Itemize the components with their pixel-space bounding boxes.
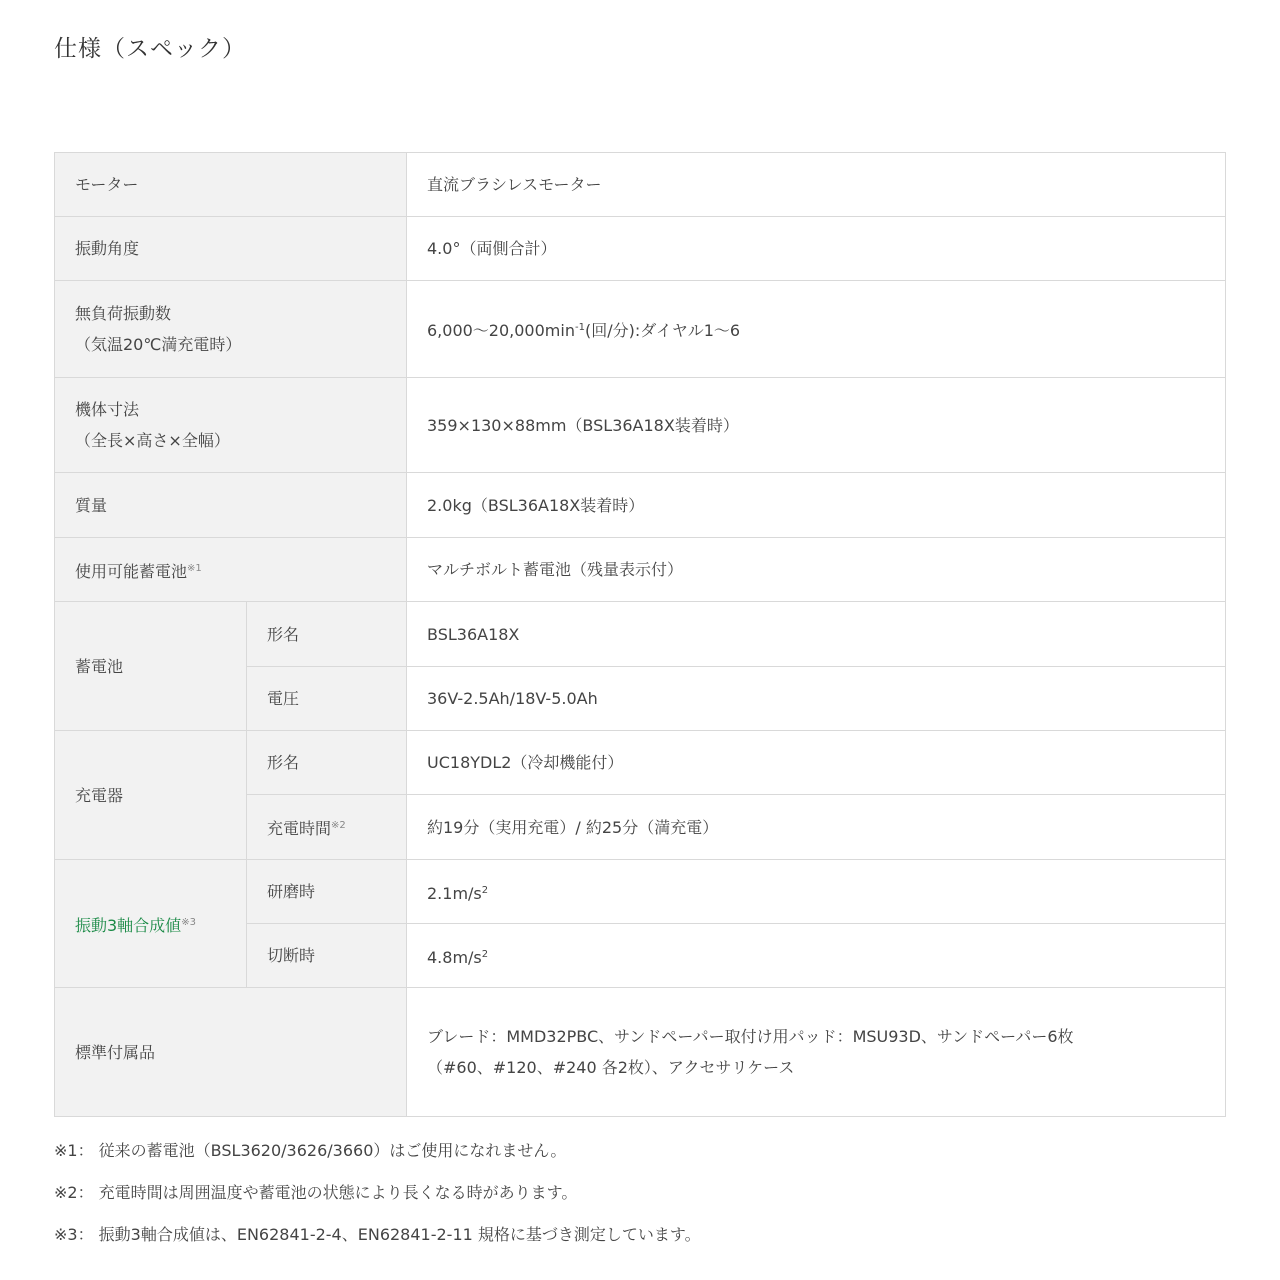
sublabel-vibration-cut: 切断時 bbox=[247, 924, 407, 988]
row-label-mass: 質量 bbox=[55, 473, 407, 538]
spec-table bbox=[54, 152, 1226, 1117]
table-row bbox=[55, 988, 1226, 1117]
row-value-motor: 直流ブラシレスモーター bbox=[407, 153, 1226, 217]
table-row bbox=[55, 378, 1226, 473]
table-row bbox=[55, 860, 1226, 924]
usable-battery-label: 使用可能蓄電池 bbox=[75, 561, 188, 581]
table-row bbox=[55, 538, 1226, 602]
footnotes bbox=[54, 1135, 701, 1261]
cut-value-sup: 2 bbox=[481, 948, 489, 960]
footnote-3: ※3： 振動3軸合成値は、EN62841-2-4、EN62841-2-11 規格に基づき測定しています。 bbox=[54, 1225, 701, 1244]
row-value-angle: 4.0°（両側合計） bbox=[407, 217, 1226, 281]
row-value-mass: 2.0kg（BSL36A18X装着時） bbox=[407, 473, 1226, 538]
sublabel-charger-model: 形名 bbox=[247, 731, 407, 795]
charger-time-footnote-mark: ※2 bbox=[331, 820, 346, 831]
row-label-angle: 振動角度 bbox=[55, 217, 407, 281]
table-row bbox=[55, 153, 1226, 217]
sublabel-charger-time bbox=[247, 795, 407, 860]
sublabel-battery-model: 形名 bbox=[247, 602, 407, 667]
row-label-dims-line1: 機体寸法 bbox=[75, 400, 140, 419]
usable-battery-footnote-mark: ※1 bbox=[187, 562, 202, 574]
row-label-motor: モーター bbox=[55, 153, 407, 217]
row-value-usable-battery: マルチボルト蓄電池（残量表示付） bbox=[407, 538, 1226, 602]
footnote-1: ※1： 従来の蓄電池（BSL3620/3626/3660）はご使用になれません。 bbox=[54, 1141, 567, 1160]
row-value-dims: 359×130×88mm（BSL36A18X装着時） bbox=[407, 378, 1226, 473]
value-charger-model: UC18YDL2（冷却機能付） bbox=[407, 731, 1226, 795]
row-label-rate-line1: 無負荷振動数 bbox=[75, 304, 172, 323]
value-vibration-cut bbox=[407, 924, 1226, 988]
grind-value: 2.1m/s bbox=[427, 883, 482, 903]
table-row bbox=[55, 217, 1226, 281]
rate-value-sup: -1 bbox=[574, 322, 585, 333]
value-charger-time: 約19分（実用充電）/ 約25分（満充電） bbox=[407, 795, 1226, 860]
cut-value: 4.8m/s bbox=[427, 947, 482, 967]
value-battery-voltage: 36V-2.5Ah/18V-5.0Ah bbox=[407, 667, 1226, 731]
accessories-line2: （#60、#120、#240 各2枚）、アクセサリケース bbox=[427, 1058, 795, 1077]
row-value-accessories bbox=[407, 988, 1226, 1117]
table-row bbox=[55, 281, 1226, 378]
rate-value-rest: (回/分):ダイヤル1～6 bbox=[584, 321, 741, 340]
table-row bbox=[55, 473, 1226, 538]
vibration-footnote-mark: ※3 bbox=[181, 916, 196, 928]
row-label-rate bbox=[55, 281, 407, 378]
sublabel-battery-voltage: 電圧 bbox=[247, 667, 407, 731]
row-label-charger: 充電器 bbox=[55, 731, 247, 860]
row-label-dims-line2: （全長×高さ×全幅） bbox=[75, 431, 230, 450]
value-battery-model: BSL36A18X bbox=[407, 602, 1226, 667]
row-label-vibration bbox=[55, 860, 247, 988]
table-row bbox=[55, 602, 1226, 667]
table-row bbox=[55, 731, 1226, 795]
sublabel-vibration-grind: 研磨時 bbox=[247, 860, 407, 924]
charger-time-label: 充電時間 bbox=[267, 819, 332, 838]
vibration-label: 振動3軸合成値 bbox=[75, 915, 182, 935]
row-label-rate-line2: （気温20℃満充電時） bbox=[75, 335, 242, 354]
grind-value-sup: 2 bbox=[481, 884, 489, 896]
page-title: 仕様（スペック） bbox=[54, 36, 246, 62]
row-label-accessories: 標準付属品 bbox=[55, 988, 407, 1117]
row-value-rate bbox=[407, 281, 1226, 378]
row-label-dims bbox=[55, 378, 407, 473]
value-vibration-grind bbox=[407, 860, 1226, 924]
rate-value-main: 6,000～20,000min bbox=[427, 321, 575, 340]
row-label-battery: 蓄電池 bbox=[55, 602, 247, 731]
row-label-usable-battery bbox=[55, 538, 407, 602]
accessories-line1: ブレード：MMD32PBC、サンドペーパー取付け用パッド：MSU93D、サンドペーパー6枚 bbox=[427, 1027, 1074, 1046]
footnote-2: ※2： 充電時間は周囲温度や蓄電池の状態により長くなる時があります。 bbox=[54, 1183, 578, 1202]
